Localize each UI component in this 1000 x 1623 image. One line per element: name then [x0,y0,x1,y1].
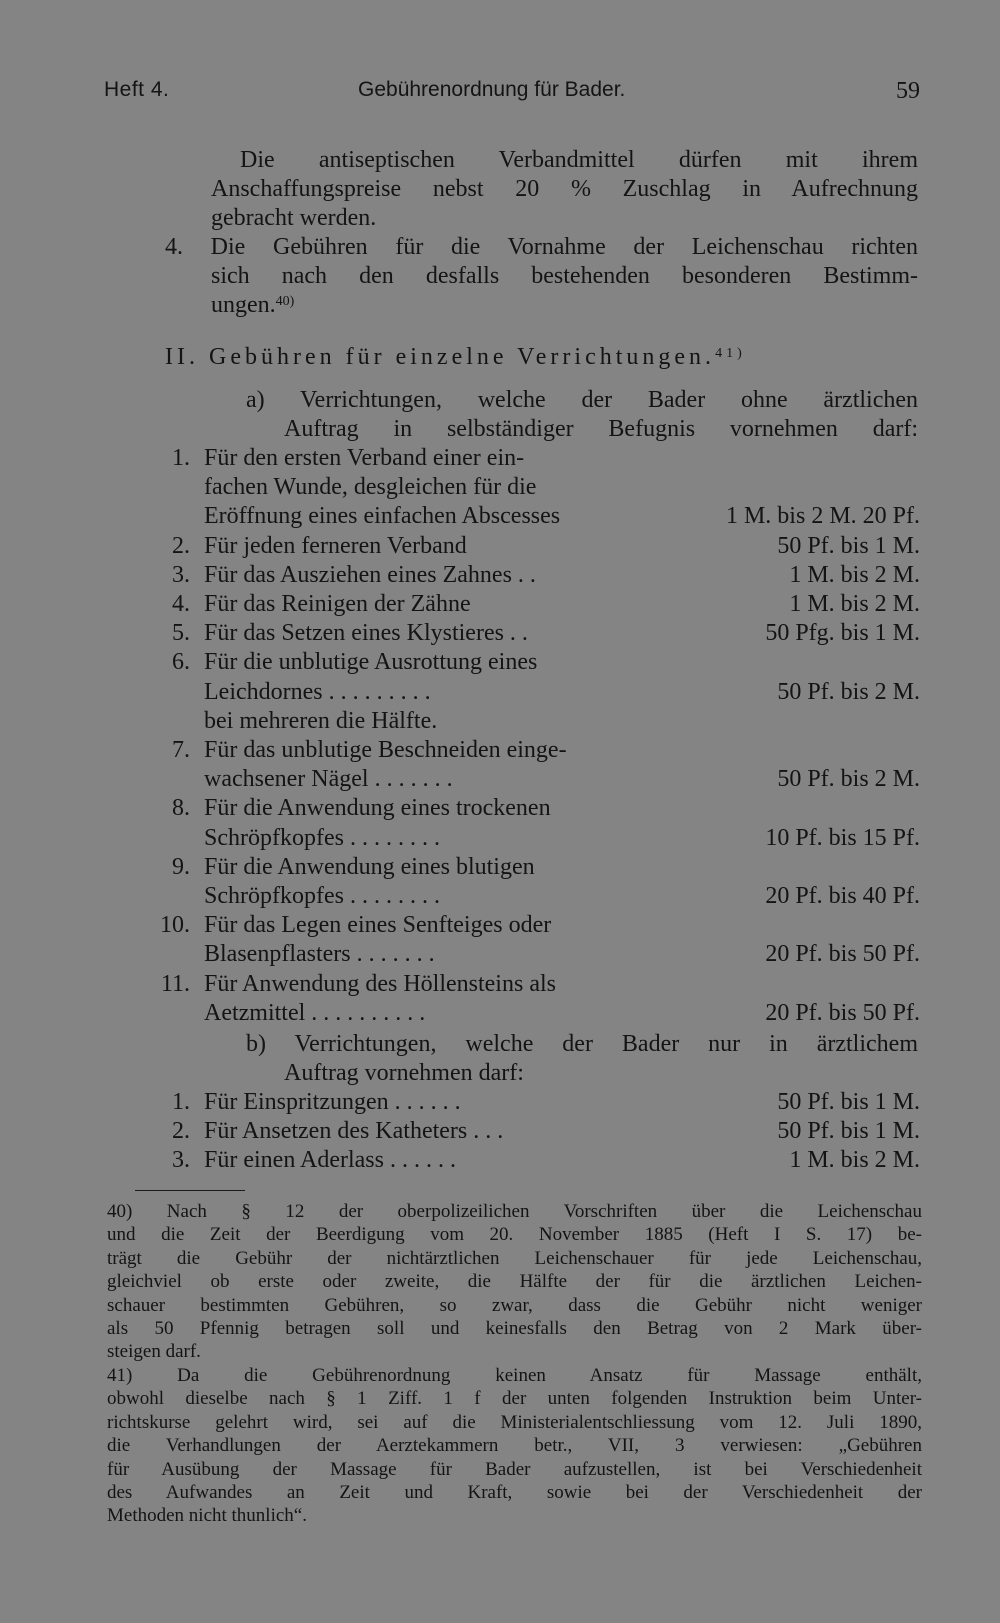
item-fee: 50 Pf. bis 2 M. [777,766,920,793]
fee-row [160,707,920,736]
footnote-line: schauer bestimmten Gebühren, so zwar, dass die Gebühr nicht weniger [107,1294,922,1316]
footnote-line: des Aufwandes an Zeit und Kraft, sowie bei der Verschiedenheit der [107,1481,922,1503]
footnote-line: richtskurse gelehrt wird, sei auf die Ministerialentschliessung vom 12. Juli 1890, [107,1411,922,1433]
item-description: Für Einspritzungen . . . . . . [204,1089,461,1115]
footnote-line: obwohl dieselbe nach § 1 Ziff. 1 f der unten folgenden Instruktion beim Unter- [107,1388,922,1410]
item-description: Leichdornes . . . . . . . . . [204,678,431,705]
fee-row [160,765,920,794]
item-description: Für das Ausziehen eines Zahnes . . [204,561,536,588]
item-description: Für die Anwendung eines blutigen [204,853,535,880]
footnote-rule [135,1190,245,1191]
fee-row [160,882,920,911]
fee-row [160,794,920,823]
item-description: fachen Wunde, desgleichen für die [204,474,537,501]
fee-row [160,473,920,502]
footnote-line: als 50 Pfennig betragen soll und keinesfalls den Betrag von 2 Mark über- [107,1317,922,1339]
fee-row [160,561,920,590]
item-description: Für die Anwendung eines trockenen [204,795,551,822]
footnote-40 [107,1200,922,1364]
section-title [165,343,746,372]
item-fee: 50 Pf. bis 1 M. [777,1089,920,1115]
intro-line: Die antiseptischen Verbandmittel dürfen mit ihrem [240,147,918,173]
footnote-line: gleichviel ob erste oder zweite, die Hälfte der für die ärztlichen Leichen- [107,1271,922,1293]
item-description: Für jeden ferneren Verband [204,532,467,559]
item-number: 1. [172,1089,190,1115]
item-description: Für das Setzen eines Klystieres . . [204,620,528,647]
subheading-a: Auftrag in selbständiger Befugnis vornehmen darf: [284,416,918,442]
fee-row [160,1117,920,1146]
fee-row [160,736,920,765]
item-number: 7. [172,737,190,763]
fee-row [160,532,920,561]
intro-line: Anschaffungspreise nebst 20 % Zuschlag in Aufrechnung [211,176,918,202]
subheading-a: a) Verrichtungen, welche der Bader ohne ärztlichen [246,387,918,413]
item-number: 4. [172,591,190,617]
item-description: Für die unblutige Ausrottung eines [204,649,538,676]
intro-line [211,291,294,320]
item-description: Für das unblutige Beschneiden einge- [204,737,567,763]
item-number: 8. [172,795,190,822]
fee-row [160,1088,920,1117]
footnote-ref-41[interactable]: 41) [715,346,746,361]
fee-row [160,444,920,473]
fee-row [160,1146,920,1175]
fee-row [160,999,920,1028]
footnote-ref-40[interactable]: 40) [275,294,295,309]
item-description: Für Ansetzen des Katheters . . . [204,1118,504,1144]
running-header [104,78,920,108]
item-description: Für Anwendung des Höllensteins als [204,970,556,997]
item-description: Für das Legen eines Senfteiges oder [204,912,552,939]
item-fee: 1 M. bis 2 M. [789,591,920,617]
item-description: Für das Reinigen der Zähne [204,591,471,617]
item-number: 1. [172,445,190,471]
intro-line: 4. Die Gebühren für die Vornahme der Leichenschau richten [165,234,918,260]
item-number: 10. [160,912,190,939]
item-fee: 50 Pfg. bis 1 M. [765,620,920,647]
item-fee: 1 M. bis 2 M. [789,561,920,588]
issue-label: Heft 4. [104,78,170,101]
item-number: 9. [172,853,190,880]
item-number: 6. [172,649,190,676]
item-description: Für einen Aderlass . . . . . . [204,1147,456,1173]
item-description: Aetzmittel . . . . . . . . . . [204,999,426,1026]
item-fee: 20 Pf. bis 50 Pf. [765,941,920,968]
fee-row [160,824,920,853]
item-number: 5. [172,620,190,647]
item-number: 3. [172,561,190,588]
subheading-b: b) Verrichtungen, welche der Bader nur in ärztlichem [246,1031,918,1057]
item-fee: 20 Pf. bis 50 Pf. [765,999,920,1026]
intro-line-text: ungen. [211,292,276,318]
item-number: 11. [160,970,190,997]
item-description: Eröffnung eines einfachen Abscesses [204,503,561,530]
item-fee: 20 Pf. bis 40 Pf. [765,883,920,909]
item-description: wachsener Nägel . . . . . . . [204,766,453,793]
fee-row [160,502,920,531]
item-fee: 50 Pf. bis 1 M. [777,1118,920,1144]
item-description: Schröpfkopfes . . . . . . . . [204,883,440,909]
fee-row [160,940,920,969]
item-fee: 1 M. bis 2 M. 20 Pf. [725,503,920,530]
footnote-line: steigen darf. [107,1341,201,1363]
footnote-line: trägt die Gebühr der nichtärztlichen Leichenschauer für jede Leichenschau, [107,1247,922,1269]
item-description: Blasenpflasters . . . . . . . [204,941,435,968]
fee-row [160,911,920,940]
fee-row [160,970,920,999]
footnote-line: die Verhandlungen der Aerztekammern betr., VII, 3 verwiesen: „Gebühren [107,1435,922,1457]
item-number: 2. [172,532,190,559]
item-fee: 10 Pf. bis 15 Pf. [765,824,920,851]
fee-row [160,590,920,619]
section-title-text: II. Gebühren für einzelne Verrichtungen. [165,344,716,370]
fee-row [160,619,920,648]
intro-line: gebracht werden. [211,205,377,231]
item-description: bei mehreren die Hälfte. [204,707,438,734]
item-fee: 1 M. bis 2 M. [789,1147,920,1173]
fee-row [160,678,920,707]
item-fee: 50 Pf. bis 2 M. [777,678,920,705]
item-fee: 50 Pf. bis 1 M. [777,532,920,559]
subheading-b: Auftrag vornehmen darf: [284,1060,524,1086]
footnote-41 [107,1364,922,1528]
intro-line: sich nach den desfalls bestehenden besonderen Bestimm- [211,263,918,289]
footnote-line: 40) Nach § 12 der oberpolizeilichen Vorschriften über die Leichenschau [107,1201,922,1222]
page-number: 59 [896,78,920,104]
footnote-line: für Ausübung der Massage für Bader aufzustellen, ist bei Verschiedenheit [107,1458,922,1480]
item-number: 2. [172,1118,190,1144]
item-description: Schröpfkopfes . . . . . . . . [204,824,440,851]
footnote-line: Methoden nicht thunlich“. [107,1505,307,1527]
footnote-line: 41) Da die Gebührenordnung keinen Ansatz für Massage enthält, [107,1365,922,1386]
running-title: Gebührenordnung für Bader. [358,78,626,101]
item-number: 3. [172,1147,190,1173]
footnote-line: und die Zeit der Beerdigung vom 20. November 1885 (Heft I S. 17) be- [107,1224,922,1246]
fee-row [160,853,920,882]
item-description: Für den ersten Verband einer ein- [204,445,525,471]
fee-row [160,648,920,677]
